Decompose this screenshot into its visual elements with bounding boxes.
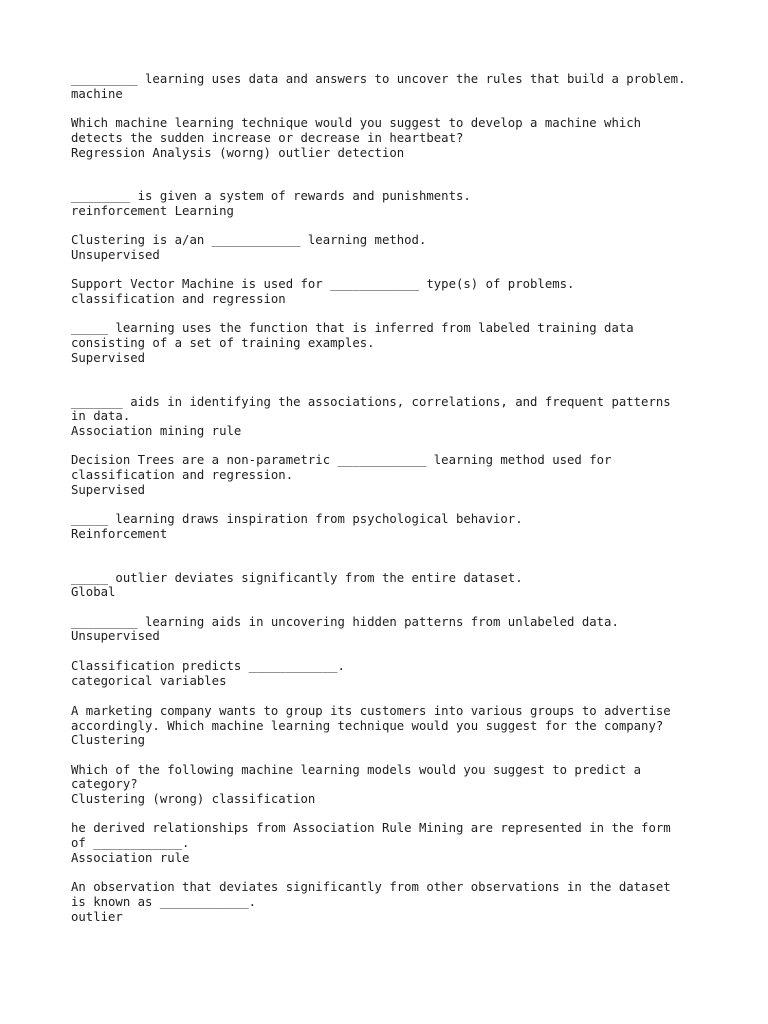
answer-line: Clustering (wrong) classification (71, 792, 316, 807)
question-line: Which machine learning technique would you suggest to develop a machine which (71, 116, 642, 131)
answer-line: classification and regression (71, 292, 286, 307)
answer-line: Unsupervised (71, 629, 160, 644)
answer-line: Supervised (71, 482, 146, 497)
answer-line: Association rule (71, 850, 190, 865)
qa-item-7 (71, 395, 761, 439)
answer-line: reinforcement Learning (71, 203, 234, 218)
qa-item-3 (71, 189, 761, 218)
question-line: in data. (71, 409, 131, 424)
question-line: _____ outlier deviates significantly from the entire dataset. (71, 570, 523, 585)
question-line: he derived relationships from Association Rule Mining are represented in the form (71, 821, 671, 836)
qa-item-13 (71, 704, 761, 748)
question-line: Support Vector Machine is used for ____________ type(s) of problems. (71, 277, 575, 292)
qa-item-10 (71, 571, 761, 600)
answer-line: Association mining rule (71, 424, 242, 438)
question-line: is known as ____________. (71, 894, 257, 909)
question-line: accordingly. Which machine learning technique would you suggest for the company? (71, 718, 664, 733)
question-line: Which of the following machine learning models would you suggest to predict a (71, 762, 642, 777)
qa-item-5 (71, 277, 761, 306)
question-line: Decision Trees are a non-parametric ____________ learning method used for (71, 453, 612, 468)
answer-line: Clustering (71, 733, 146, 748)
question-line: _________ learning aids in uncovering hidden patterns from unlabeled data. (71, 614, 619, 629)
answer-line: categorical variables (71, 674, 227, 689)
qa-item-14 (71, 763, 761, 807)
qa-item-9 (71, 512, 761, 541)
question-line: of ____________. (71, 836, 190, 851)
question-line: Clustering is a/an ____________ learning method. (71, 233, 427, 248)
question-line: Classification predicts ____________. (71, 658, 345, 673)
answer-line: Reinforcement (71, 526, 168, 541)
qa-item-6 (71, 321, 761, 365)
qa-item-15 (71, 821, 761, 865)
question-line: _____ learning uses the function that is inferred from labeled training data (71, 321, 634, 336)
question-line: _______ aids in identifying the associations, correlations, and frequent patterns (71, 394, 671, 409)
answer-line: machine (71, 86, 123, 101)
qa-item-11 (71, 615, 761, 644)
question-line: consisting of a set of training examples. (71, 336, 375, 351)
question-line: ________ is given a system of rewards and punishments. (71, 189, 471, 204)
question-line: _________ learning uses data and answers to uncover the rules that build a problem. (71, 72, 686, 86)
question-line: An observation that deviates significantly from other observations in the dataset (71, 880, 671, 895)
answer-line: outlier (71, 909, 123, 924)
answer-line: Regression Analysis (worng) outlier detection (71, 145, 405, 160)
question-line: classification and regression. (71, 468, 294, 483)
qa-item-2 (71, 116, 761, 160)
qa-item-1 (71, 72, 761, 101)
question-line: detects the sudden increase or decrease in heartbeat? (71, 130, 464, 145)
qa-item-12 (71, 659, 761, 689)
document-body (71, 72, 761, 924)
question-line: category? (71, 777, 138, 792)
question-line: _____ learning draws inspiration from psychological behavior. (71, 512, 523, 527)
question-line: A marketing company wants to group its customers into various groups to advertise (71, 703, 671, 718)
answer-line: Unsupervised (71, 248, 160, 262)
answer-line: Supervised (71, 350, 146, 365)
qa-item-4 (71, 233, 761, 262)
qa-item-8 (71, 453, 761, 497)
qa-item-16 (71, 880, 761, 924)
answer-line: Global (71, 585, 116, 600)
